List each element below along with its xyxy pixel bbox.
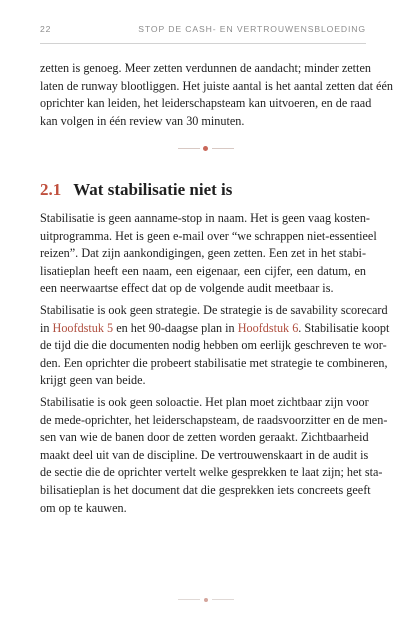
section-heading [40, 180, 232, 200]
page-header [40, 24, 366, 34]
text-line: uitprogramma. Het is geen e-mail over “we schrappen niet-essentieel [40, 228, 377, 243]
text-line: de mede-oprichter, het leiderschapsteam, de raadsvoorzitter en de men- [40, 412, 388, 427]
divider-rule-left [178, 148, 200, 149]
header-rule [40, 43, 366, 44]
text-line: kan volgen in één review van 30 minuten. [40, 113, 245, 128]
text-line: krijgt geen van beide. [40, 373, 146, 388]
page-number: 22 [40, 24, 52, 34]
divider-dot [203, 146, 208, 151]
text-fragment: en het 90-daagse plan in [113, 320, 238, 335]
divider-rule-right [212, 148, 234, 149]
section-divider-ornament [178, 146, 234, 152]
link-hoofdstuk-5[interactable]: Hoofdstuk 5 [52, 320, 114, 335]
divider-dot [204, 598, 208, 602]
divider-rule-right [212, 599, 234, 600]
text-fragment: . Stabilisatie koopt [298, 320, 390, 335]
text-line: oprichter kan leiden, het leiderschapsteam kan uitvoeren, en de raad [40, 96, 372, 111]
text-line: de tijd die die documenten nodig hebben om eerlijk geschreven te wor- [40, 338, 387, 353]
divider-rule-left [178, 599, 200, 600]
text-line: Stabilisatie is ook geen soloactie. Het plan moet zichtbaar zijn voor [40, 395, 369, 409]
intro-paragraph [40, 60, 393, 130]
paragraph-2 [40, 302, 390, 390]
paragraph-1 [40, 210, 377, 298]
text-line: Stabilisatie is geen aanname-stop in naam. Het is geen vaag kosten- [40, 211, 370, 225]
text-line: laten de runway blootliggen. Het juiste aantal is het aantal zetten dat één [40, 78, 393, 93]
text-line: lisatieplan heeft een naam, een eigenaar, een cijfer, een datum, en [40, 263, 366, 278]
text-line: bilisatieplan is het document dat die gesprekken iets concreets geeft [40, 482, 371, 497]
text-line: Stabilisatie is ook geen strategie. De strategie is de savability scorecard [40, 303, 388, 317]
text-line: reizen”. Dat zijn aankondigingen, geen zetten. Een zet in het stabi- [40, 246, 366, 261]
text-line: zetten is genoeg. Meer zetten verdunnen de aandacht; minder zetten [40, 61, 371, 75]
page-end-ornament [178, 597, 234, 603]
text-line [40, 320, 390, 338]
text-line: een neerwaartse effect dat op de volgende audit meetbaar is. [40, 281, 334, 296]
link-hoofdstuk-6[interactable]: Hoofdstuk 6 [237, 320, 299, 335]
text-line: sen van wie de banen door de zetten worden geraakt. Zichtbaarheid [40, 430, 369, 445]
text-line: den. Een oprichter die probeert stabilisatie met strategie te combineren, [40, 355, 388, 370]
section-title: Wat stabilisatie niet is [73, 180, 233, 199]
text-line: de sectie die de oprichter vertelt welke gesprekken te laat zijn; het sta- [40, 465, 383, 480]
text-line: om op te kauwen. [40, 500, 127, 515]
section-number: 2.1 [40, 180, 62, 199]
running-title: STOP DE CASH- EN VERTROUWENSBLOEDING [138, 24, 366, 34]
text-fragment: in [40, 320, 53, 335]
paragraph-3 [40, 394, 388, 517]
text-line: maakt deel uit van de discipline. De vertrouwenskaart in de audit is [40, 447, 369, 462]
